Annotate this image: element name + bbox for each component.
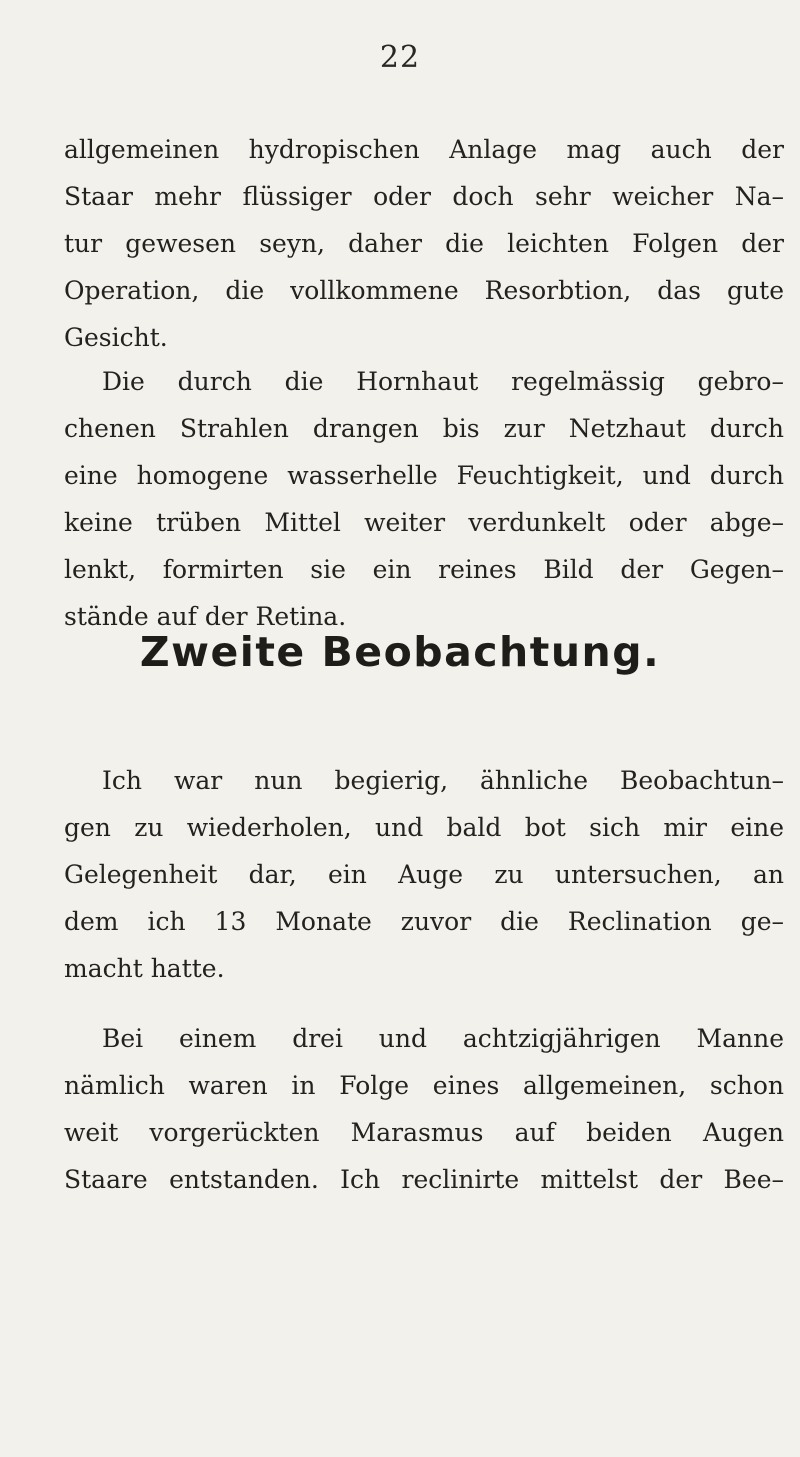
text-line: macht hatte.	[64, 954, 225, 983]
text-line: Gelegenheit dar, ein Auge zu untersuchen, an	[64, 860, 784, 889]
text-line: Operation, die vollkommene Resorbtion, das gute	[64, 276, 784, 305]
text-line: Bei einem drei und achtzigjährigen Manne	[102, 1024, 784, 1053]
text-line: dem ich 13 Monate zuvor die Reclination ge–	[64, 907, 784, 936]
paragraph-1	[64, 126, 784, 361]
text-line: Gesicht.	[64, 323, 168, 352]
text-line: weit vorgerückten Marasmus auf beiden Augen	[64, 1118, 784, 1147]
text-line: gen zu wiederholen, und bald bot sich mir eine	[64, 813, 784, 842]
text-line: stände auf der Retina.	[64, 602, 347, 631]
text-line: Staare entstanden. Ich reclinirte mittelst der Bee–	[64, 1165, 784, 1194]
text-line: nämlich waren in Folge eines allgemeinen, schon	[64, 1071, 784, 1100]
paragraph-2	[64, 358, 784, 640]
text-line: eine homogene wasserhelle Feuchtigkeit, und durch	[64, 461, 784, 490]
section-heading: Zweite Beobachtung.	[139, 628, 661, 676]
text-line: Ich war nun begierig, ähnliche Beobachtun–	[102, 766, 784, 795]
paragraph-3	[64, 757, 784, 992]
text-line: allgemeinen hydropischen Anlage mag auch der	[64, 135, 784, 164]
text-line: keine trüben Mittel weiter verdunkelt oder abge–	[64, 508, 784, 537]
page-number: 22	[379, 40, 421, 75]
text-line: lenkt, formirten sie ein reines Bild der Gegen–	[64, 555, 784, 584]
text-line: tur gewesen seyn, daher die leichten Folgen der	[64, 229, 784, 258]
text-line: Die durch die Hornhaut regelmässig gebro–	[102, 367, 784, 396]
text-line: Staar mehr flüssiger oder doch sehr weicher Na–	[64, 182, 784, 211]
paragraph-4	[64, 1015, 784, 1203]
text-line: chenen Strahlen drangen bis zur Netzhaut durch	[64, 414, 784, 443]
